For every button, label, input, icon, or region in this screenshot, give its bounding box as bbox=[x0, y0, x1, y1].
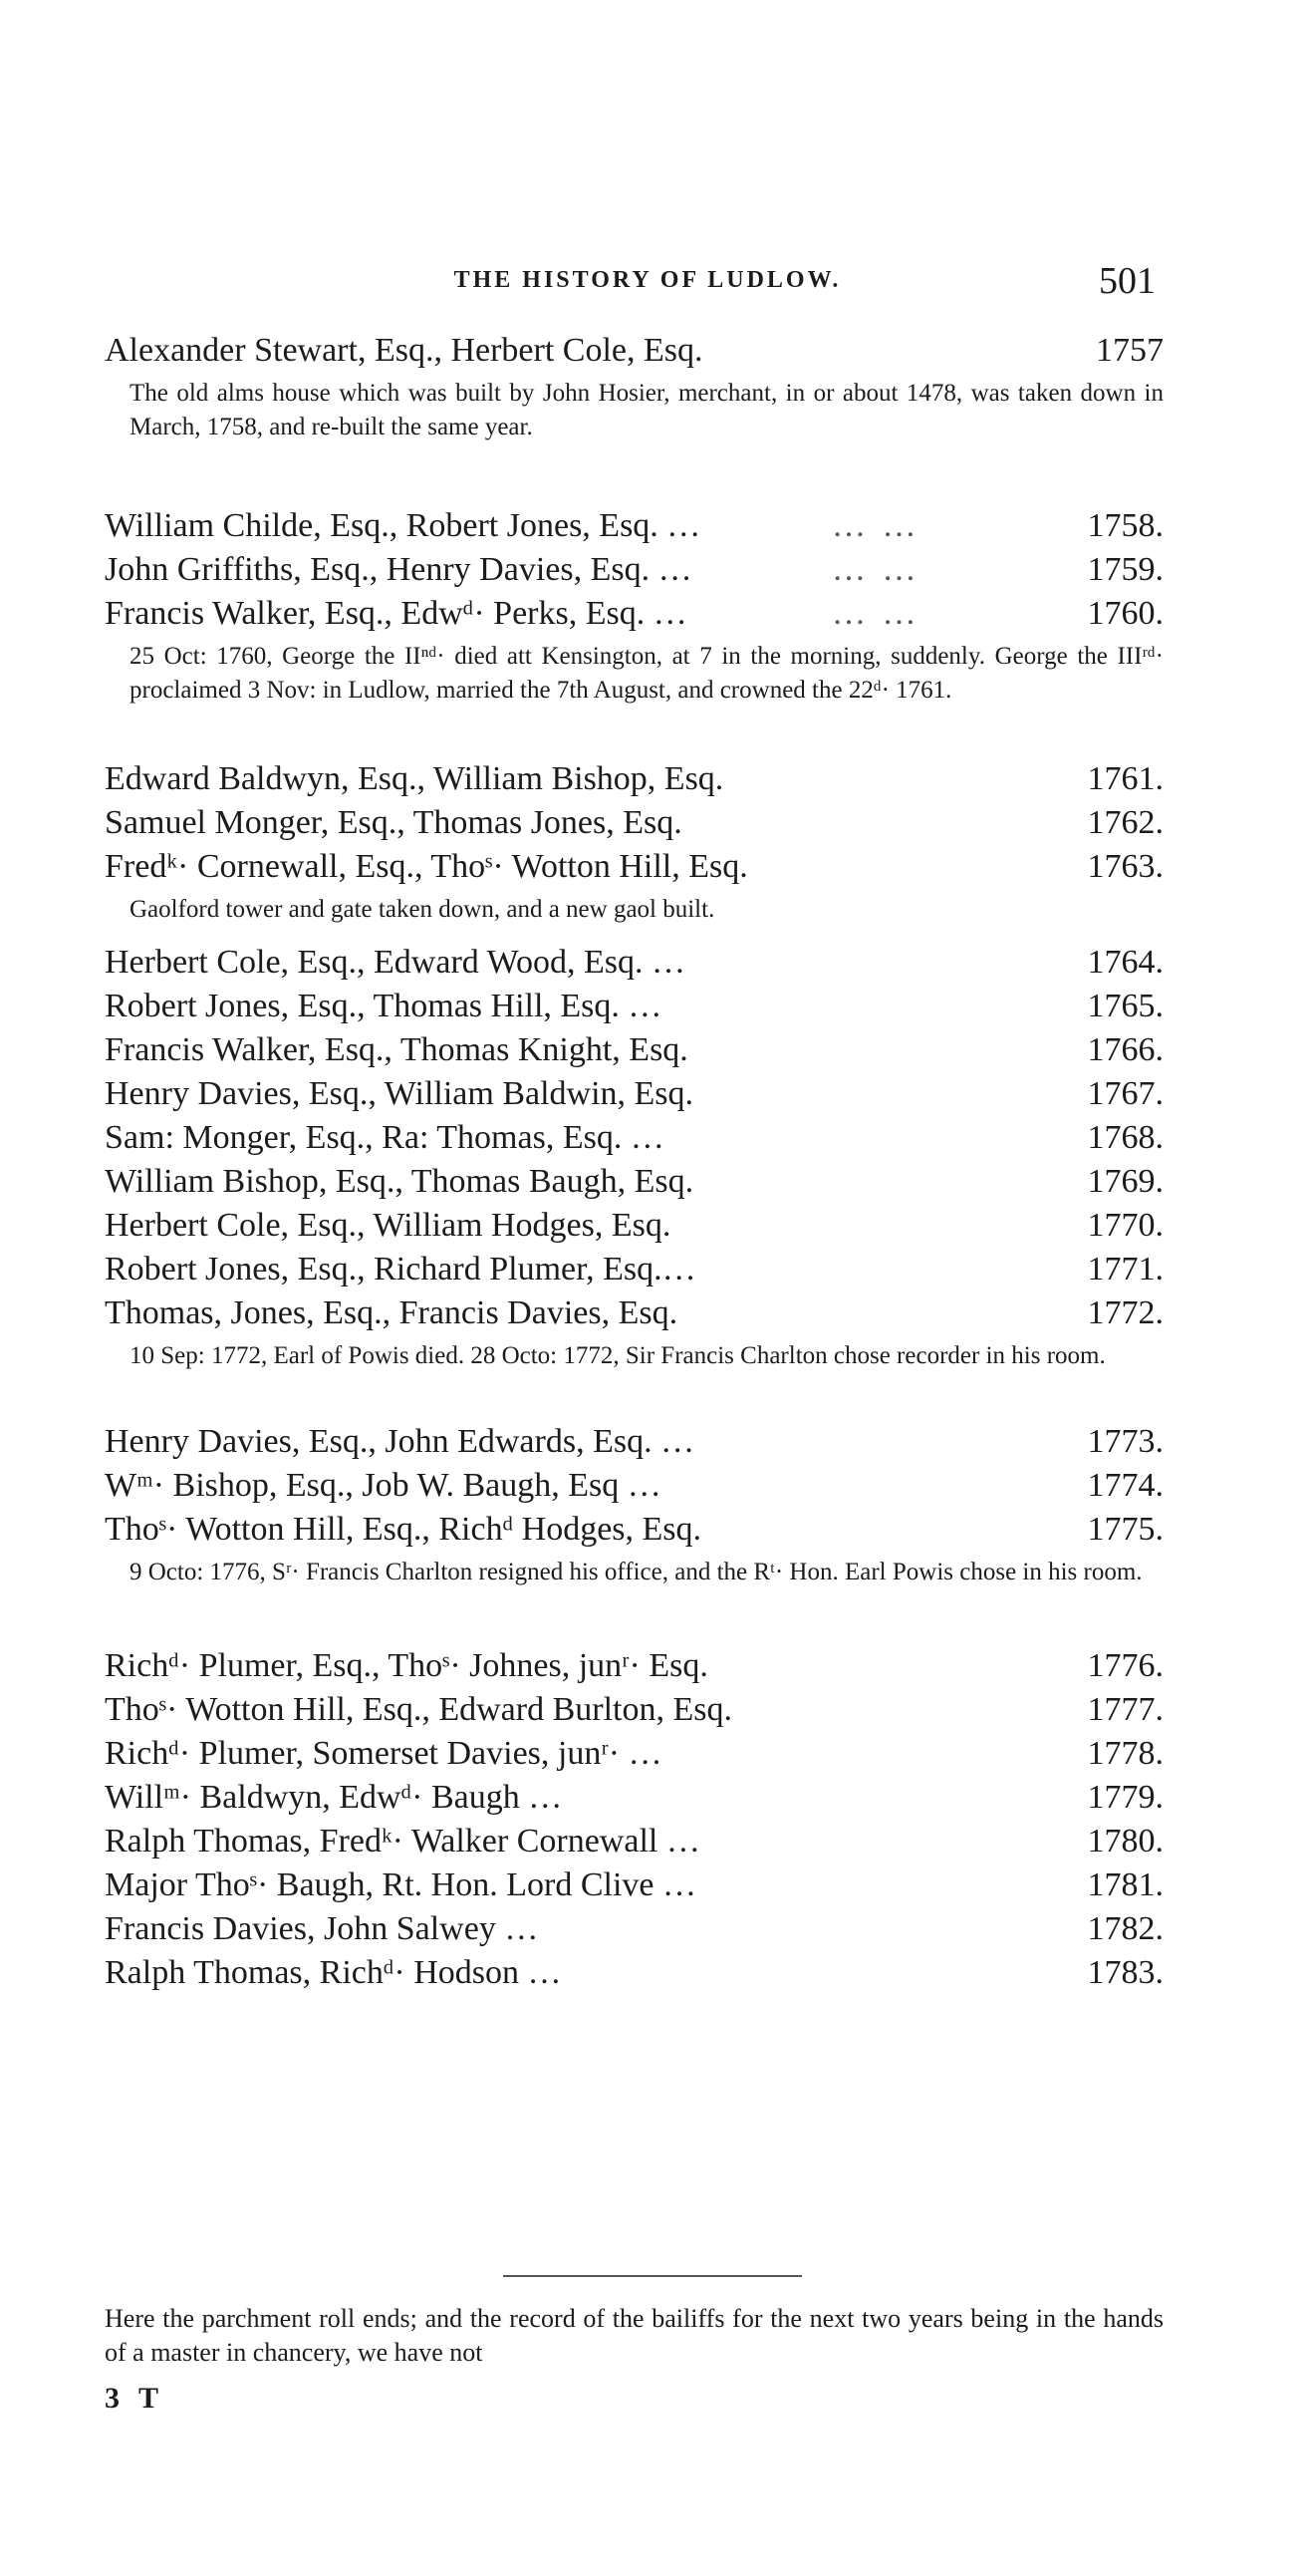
entry-names: Herbert Cole, Esq., Edward Wood, Esq. … bbox=[105, 944, 686, 981]
entry-year: 1757 bbox=[1096, 332, 1164, 369]
bailiffs-block-1776-1783 bbox=[0, 1644, 1308, 1995]
entry-names: Robert Jones, Esq., Richard Plumer, Esq.… bbox=[105, 1251, 696, 1288]
bailiffs-entry bbox=[0, 1508, 1308, 1552]
entry-year: 1764. bbox=[1087, 944, 1164, 981]
entry-names: Fredᵏ· Cornewall, Esq., Thoˢ· Wotton Hill, Esq. bbox=[105, 848, 748, 885]
bailiffs-entry bbox=[0, 1688, 1308, 1732]
entry-names: Richᵈ· Plumer, Esq., Thoˢ· Johnes, junʳ· Esq. bbox=[105, 1647, 708, 1684]
entry-names: Herbert Cole, Esq., William Hodges, Esq. bbox=[105, 1207, 671, 1244]
entry-year: 1769. bbox=[1087, 1163, 1164, 1200]
leader-dots: … … bbox=[832, 551, 920, 588]
entry-year: 1761. bbox=[1087, 760, 1164, 797]
entry-names: Henry Davies, Esq., William Baldwin, Esq. bbox=[105, 1075, 694, 1112]
entry-names: Major Thoˢ· Baugh, Rt. Hon. Lord Clive … bbox=[105, 1866, 696, 1903]
entry-names: Ralph Thomas, Fredᵏ· Walker Cornewall … bbox=[105, 1823, 700, 1860]
entry-year: 1773. bbox=[1087, 1423, 1164, 1460]
bailiffs-entry bbox=[0, 1420, 1308, 1464]
bailiffs-entry bbox=[0, 985, 1308, 1028]
entry-names: John Griffiths, Esq., Henry Davies, Esq. … bbox=[105, 551, 692, 588]
leader-dots: … … bbox=[832, 507, 920, 544]
bailiffs-entry bbox=[0, 1204, 1308, 1248]
bailiffs-entry bbox=[0, 845, 1308, 889]
entry-year: 1768. bbox=[1087, 1119, 1164, 1156]
bailiffs-entry bbox=[0, 1776, 1308, 1820]
entry-year: 1781. bbox=[1087, 1866, 1164, 1903]
entry-names: Francis Walker, Esq., Thomas Knight, Esq. bbox=[105, 1031, 688, 1068]
bailiffs-entry bbox=[0, 1820, 1308, 1863]
entry-year: 1766. bbox=[1087, 1031, 1164, 1068]
entry-year: 1783. bbox=[1087, 1954, 1164, 1991]
bailiffs-block-1773-1775 bbox=[0, 1420, 1308, 1595]
bailiffs-entry bbox=[0, 1863, 1308, 1907]
bailiffs-entry bbox=[0, 1248, 1308, 1291]
entry-names: Thoˢ· Wotton Hill, Esq., Edward Burlton, Esq. bbox=[105, 1691, 732, 1728]
bailiffs-entry bbox=[0, 329, 1308, 373]
bailiffs-entry bbox=[0, 592, 1308, 636]
bailiffs-entry bbox=[0, 504, 1308, 548]
entry-year: 1770. bbox=[1087, 1207, 1164, 1244]
bailiffs-entry bbox=[0, 1644, 1308, 1688]
entry-year: 1767. bbox=[1087, 1075, 1164, 1112]
entry-year: 1760. bbox=[1087, 595, 1164, 632]
entry-names: Francis Davies, John Salwey … bbox=[105, 1910, 539, 1947]
entry-year: 1776. bbox=[1087, 1647, 1164, 1684]
entry-year: 1782. bbox=[1087, 1910, 1164, 1947]
entry-names: Edward Baldwyn, Esq., William Bishop, Esq. bbox=[105, 760, 724, 797]
bailiffs-block-1757 bbox=[0, 329, 1308, 450]
entry-names: Richᵈ· Plumer, Somerset Davies, junʳ· … bbox=[105, 1735, 662, 1772]
footnote-text: Here the parchment roll ends; and the record of the bailiffs for the next two years being in the hands of a master in chancery, we have not bbox=[105, 2304, 1164, 2367]
historical-note-almshouse: The old alms house which was built by John Hosier, merchant, in or about 1478, was taken down in March, 1758, and re-built the same year. bbox=[130, 380, 1164, 440]
entry-names: Thomas, Jones, Esq., Francis Davies, Esq. bbox=[105, 1294, 678, 1331]
entry-names: Robert Jones, Esq., Thomas Hill, Esq. … bbox=[105, 988, 662, 1024]
entry-year: 1759. bbox=[1087, 551, 1164, 588]
running-head bbox=[100, 259, 1195, 309]
entry-year: 1772. bbox=[1087, 1294, 1164, 1331]
entry-names: Alexander Stewart, Esq., Herbert Cole, Esq. bbox=[105, 332, 703, 369]
bailiffs-block-1764-1772 bbox=[0, 941, 1308, 1379]
bailiffs-entry bbox=[0, 757, 1308, 801]
entry-names: Samuel Monger, Esq., Thomas Jones, Esq. bbox=[105, 804, 682, 841]
entry-names: William Childe, Esq., Robert Jones, Esq. … bbox=[105, 507, 701, 544]
entry-year: 1778. bbox=[1087, 1735, 1164, 1772]
entry-names: Wᵐ· Bishop, Esq., Job W. Baugh, Esq … bbox=[105, 1467, 661, 1504]
entry-year: 1765. bbox=[1087, 988, 1164, 1024]
footnote-rule bbox=[503, 2275, 802, 2277]
bailiffs-entry bbox=[0, 1116, 1308, 1160]
entry-year: 1763. bbox=[1087, 848, 1164, 885]
bailiffs-entry bbox=[0, 1907, 1308, 1951]
signature-mark: 3 T bbox=[105, 2382, 164, 2415]
entry-names: Willᵐ· Baldwyn, Edwᵈ· Baugh … bbox=[105, 1779, 563, 1816]
entry-year: 1762. bbox=[1087, 804, 1164, 841]
historical-note-gaolford: Gaolford tower and gate taken down, and a new gaol built. bbox=[130, 896, 715, 923]
bailiffs-entry bbox=[0, 1160, 1308, 1204]
bailiffs-entry bbox=[0, 941, 1308, 985]
page-number: 501 bbox=[1099, 260, 1156, 302]
historical-note-earl-powis: 10 Sep: 1772, Earl of Powis died. 28 Octo: 1772, Sir Francis Charlton chose recorder in his room. bbox=[130, 1342, 1106, 1369]
entry-year: 1758. bbox=[1087, 507, 1164, 544]
historical-note-charlton-resigned: 9 Octo: 1776, Sʳ· Francis Charlton resigned his office, and the Rᵗ· Hon. Earl Powis chose in his room. bbox=[130, 1559, 1143, 1585]
bailiffs-block-1761-1763 bbox=[0, 757, 1308, 933]
bailiffs-entry bbox=[0, 548, 1308, 592]
entry-names: Henry Davies, Esq., John Edwards, Esq. … bbox=[105, 1423, 695, 1460]
bailiffs-entry bbox=[0, 1028, 1308, 1072]
historical-note-george-ii: 25 Oct: 1760, George the IIⁿᵈ· died att Kensington, at 7 in the morning, suddenly. George the IIIʳᵈ· proclaimed 3 Nov: in Ludlow, married the 7th August, and crowned the 22ᵈ· 1761. bbox=[130, 643, 1164, 704]
entry-names: Sam: Monger, Esq., Ra: Thomas, Esq. … bbox=[105, 1119, 664, 1156]
running-title: THE HISTORY OF LUDLOW. bbox=[453, 267, 842, 293]
entry-year: 1779. bbox=[1087, 1779, 1164, 1816]
entry-year: 1777. bbox=[1087, 1691, 1164, 1728]
entry-names: Francis Walker, Esq., Edwᵈ· Perks, Esq. … bbox=[105, 595, 687, 632]
entry-year: 1771. bbox=[1087, 1251, 1164, 1288]
entry-names: Ralph Thomas, Richᵈ· Hodson … bbox=[105, 1954, 562, 1991]
entry-year: 1780. bbox=[1087, 1823, 1164, 1860]
bailiffs-entry bbox=[0, 1951, 1308, 1995]
bailiffs-entry bbox=[0, 1072, 1308, 1116]
leader-dots: … … bbox=[832, 595, 920, 632]
entry-year: 1775. bbox=[1087, 1511, 1164, 1548]
bailiffs-entry bbox=[0, 1732, 1308, 1776]
bailiffs-block-1758-1760 bbox=[0, 504, 1308, 714]
entry-names: Thoˢ· Wotton Hill, Esq., Richᵈ Hodges, Esq. bbox=[105, 1511, 702, 1548]
entry-year: 1774. bbox=[1087, 1467, 1164, 1504]
bailiffs-entry bbox=[0, 801, 1308, 845]
bailiffs-entry bbox=[0, 1464, 1308, 1508]
entry-names: William Bishop, Esq., Thomas Baugh, Esq. bbox=[105, 1163, 694, 1200]
bailiffs-entry bbox=[0, 1291, 1308, 1335]
